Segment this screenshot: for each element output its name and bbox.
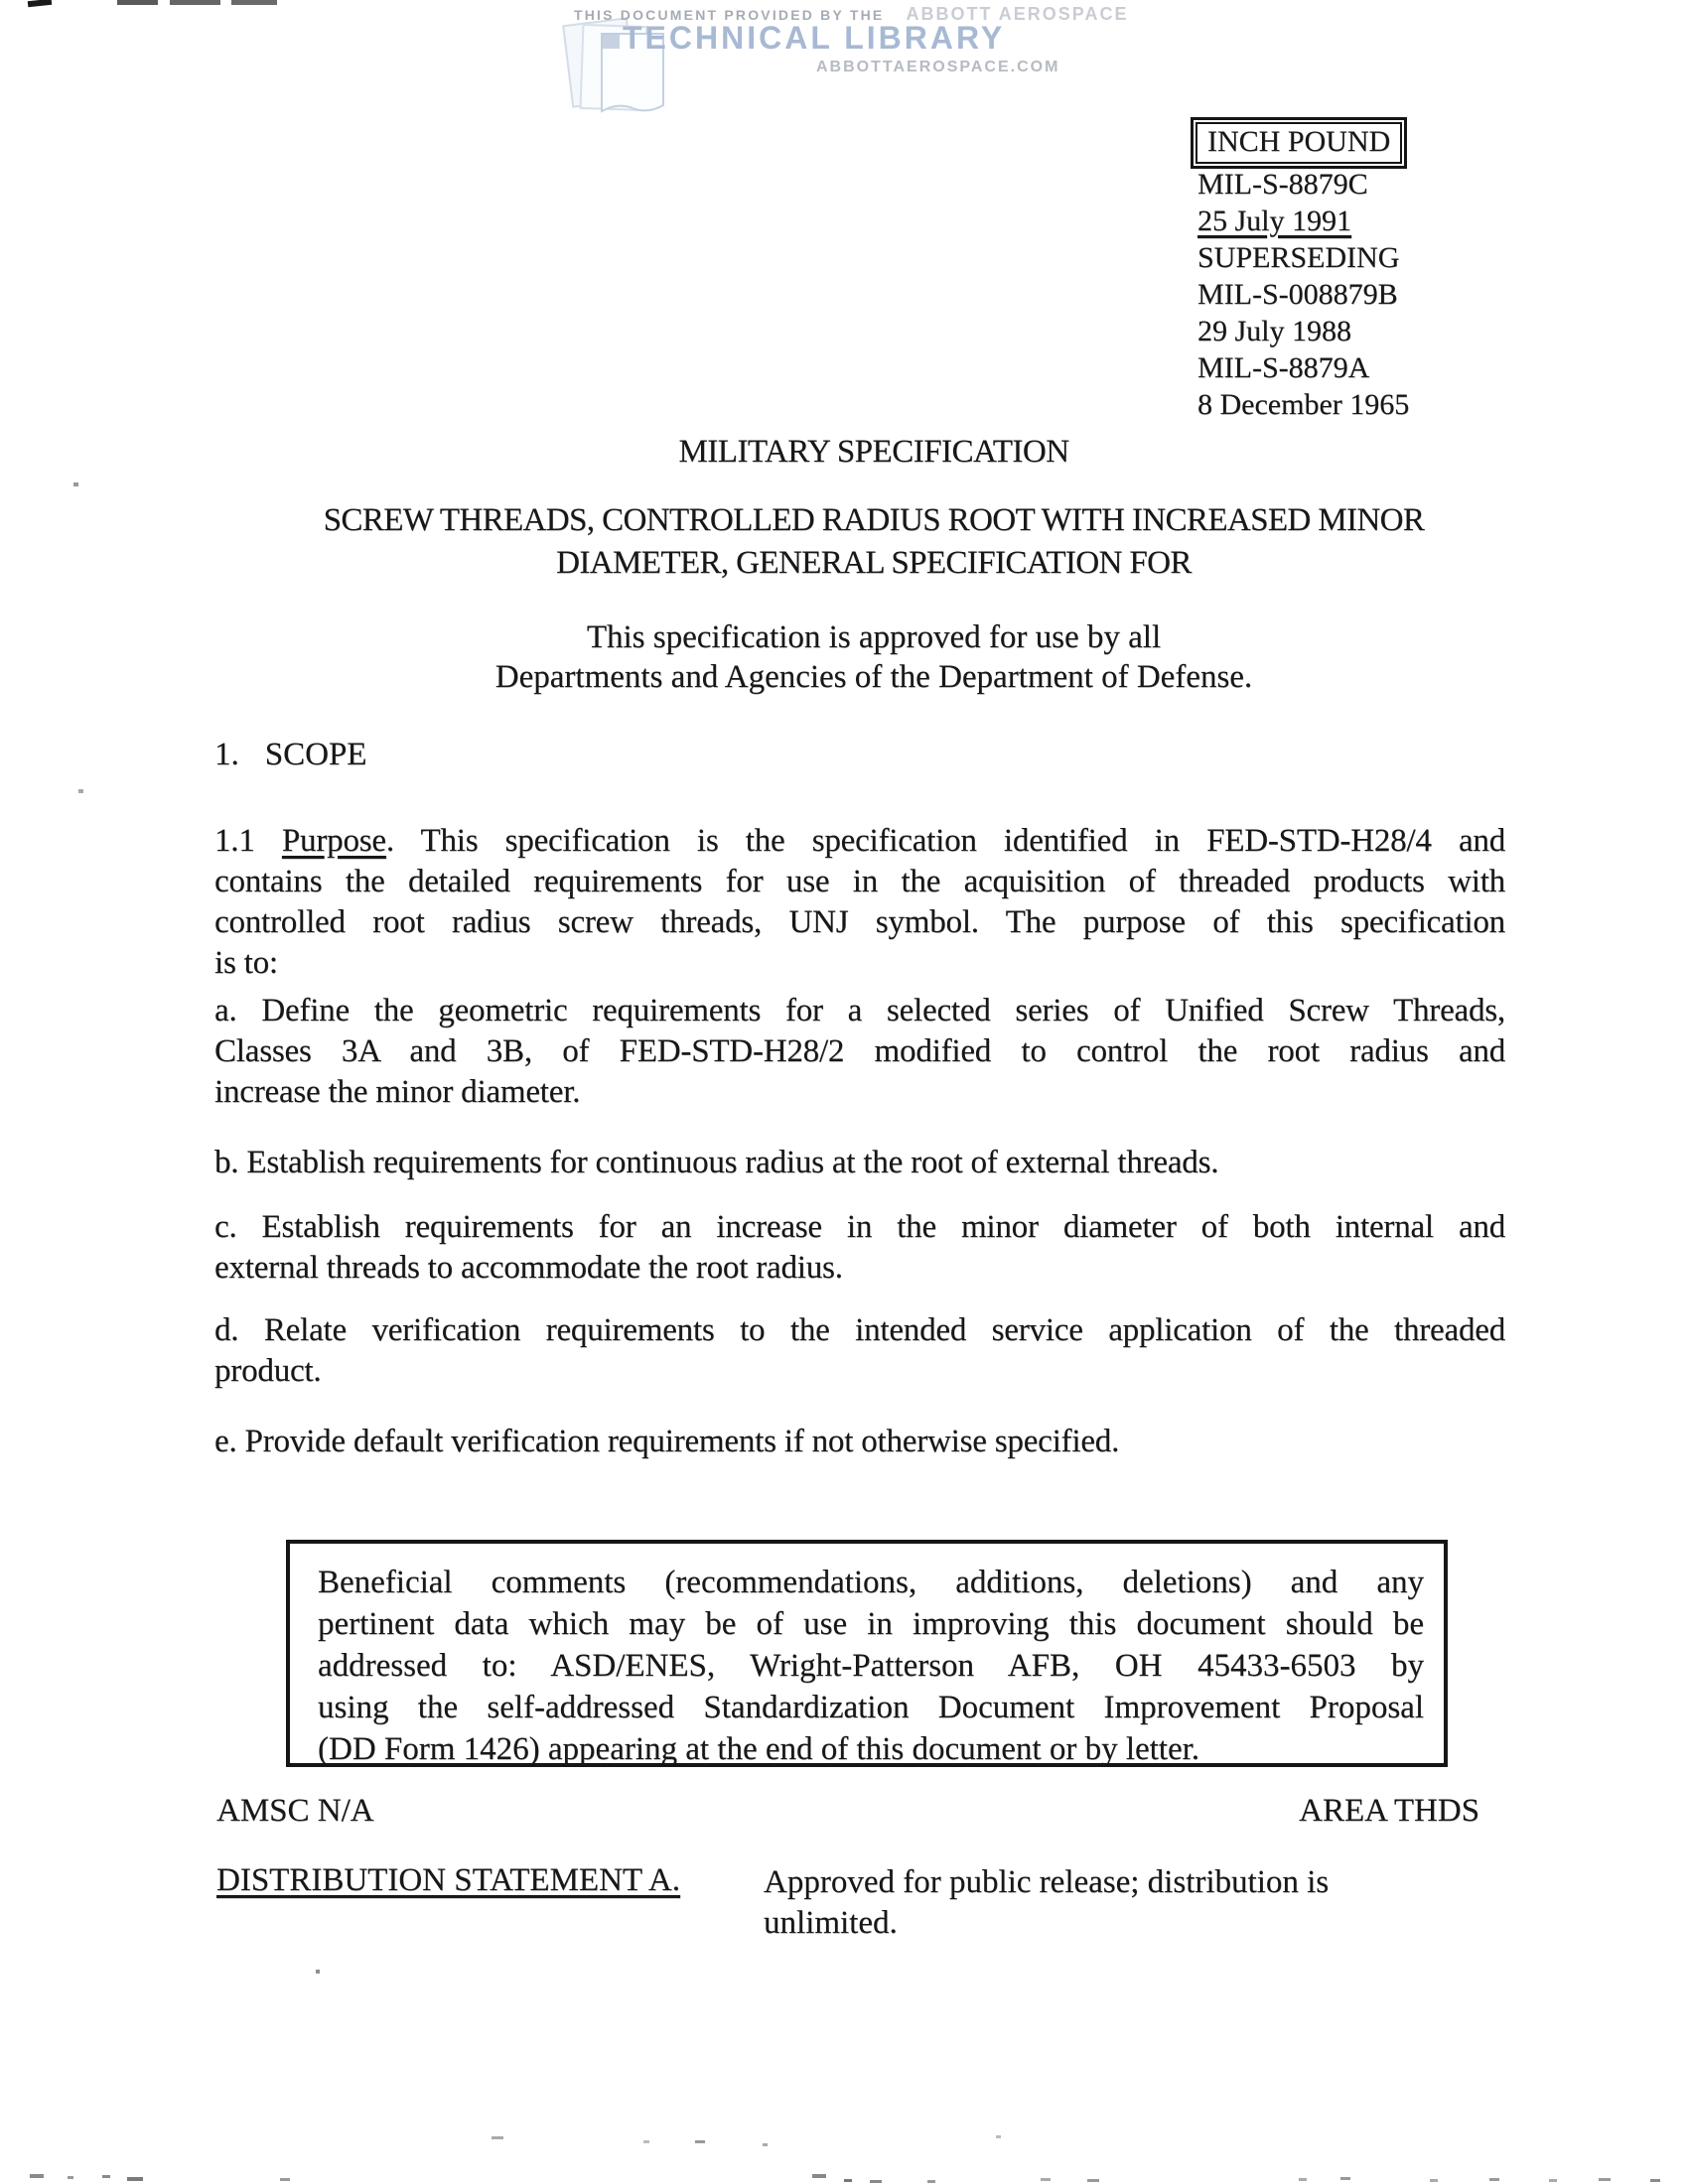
scope-item-b	[214, 1143, 1505, 1183]
text-line: controlled root radius screw threads, UNJ symbol. The purpose of this specification	[214, 904, 1505, 940]
scan-artifact	[1549, 2179, 1557, 2182]
text-line: Beneficial comments (recommendations, additions, deletions) and any	[318, 1565, 1424, 1600]
superseded-spec-1: MIL-S-008879B	[1197, 278, 1398, 311]
text-line: (DD Form 1426) appearing at the end of this document or by letter.	[318, 1731, 1200, 1767]
scan-artifact	[78, 789, 83, 793]
scope-number: 1.	[214, 737, 239, 772]
superseded-date-1: 29 July 1988	[1197, 315, 1352, 347]
scope-item-a	[214, 991, 1505, 1113]
superseding-label: SUPERSEDING	[1197, 241, 1400, 274]
scan-artifact	[695, 2140, 705, 2143]
text-line: using the self-addressed Standardization Document Improvement Proposal	[318, 1690, 1424, 1725]
text-line: e. Provide default verification requirements if not otherwise specified.	[214, 1424, 1120, 1459]
distribution-text-line-1: Approved for public release; distribution is	[764, 1864, 1330, 1900]
scan-artifact	[73, 482, 78, 486]
scope-heading	[214, 737, 366, 773]
scan-artifact	[170, 0, 220, 5]
purpose-first-line	[214, 821, 1505, 862]
scope-item-e	[214, 1422, 1505, 1462]
spec-date: 25 July 1991	[1197, 205, 1352, 237]
scan-artifact	[102, 2175, 110, 2178]
spec-title-line-1: SCREW THREADS, CONTROLLED RADIUS ROOT WITH INCREASED MINOR	[323, 502, 1425, 538]
scope-item-d	[214, 1310, 1505, 1392]
purpose-first-line-rest: . This specification is the specification identified in FED-STD-H28/4 and	[385, 823, 1505, 859]
text-line: b. Establish requirements for continuous radius at the root of external threads.	[214, 1145, 1219, 1180]
text-line: pertinent data which may be of use in improving this document should be	[318, 1606, 1424, 1642]
scan-artifact	[1599, 2178, 1611, 2181]
approval-statement-line-1: This specification is approved for use by all	[586, 619, 1162, 655]
watermark-site-url: ABBOTTAEROSPACE.COM	[816, 59, 1060, 75]
scan-artifact	[30, 2174, 44, 2178]
text-line: d. Relate verification requirements to the intended service application of the threaded	[214, 1312, 1505, 1348]
scan-artifact	[1430, 2179, 1438, 2182]
scan-artifact	[28, 0, 52, 7]
scan-artifact	[280, 2178, 290, 2181]
document-type-heading: MILITARY SPECIFICATION	[678, 434, 1069, 470]
scan-artifact	[1340, 2177, 1350, 2180]
inch-pound-label: INCH POUND	[1196, 122, 1402, 164]
watermark-library-title: TECHNICAL LIBRARY	[623, 20, 1006, 56]
scan-artifact	[870, 2180, 882, 2183]
scan-artifact	[1041, 2178, 1051, 2181]
watermark-prefix: THIS DOCUMENT PROVIDED BY THE	[574, 7, 885, 23]
scope-label: SCOPE	[264, 737, 367, 772]
text-line: c. Establish requirements for an increase in the minor diameter of both internal and	[214, 1209, 1505, 1245]
amsc-label: AMSC N/A	[216, 1793, 374, 1829]
text-line: addressed to: ASD/ENES, Wright-Patterson AFB, OH 45433-6503 by	[318, 1648, 1424, 1684]
text-line: Classes 3A and 3B, of FED-STD-H28/2 modified to control the root radius and	[214, 1033, 1505, 1069]
scan-artifact	[1489, 2178, 1499, 2181]
distribution-statement-text	[764, 1862, 1329, 1944]
text-line: contains the detailed requirements for use in the acquisition of threaded products with	[214, 864, 1505, 899]
text-line: a. Define the geometric requirements for a selected series of Unified Screw Threads,	[214, 993, 1505, 1028]
text-line: external threads to accommodate the root radius.	[214, 1250, 843, 1286]
purpose-number: 1.1	[214, 823, 255, 859]
superseded-date-2: 8 December 1965	[1197, 388, 1410, 421]
scan-artifact	[117, 0, 158, 5]
scan-artifact	[1650, 2179, 1660, 2182]
scan-artifact	[844, 2179, 852, 2182]
designation-block	[1197, 166, 1409, 423]
scan-artifact	[1299, 2178, 1307, 2181]
purpose-paragraph	[214, 821, 1505, 984]
distribution-statement-label: DISTRIBUTION STATEMENT A.	[216, 1862, 680, 1898]
scan-artifact	[231, 0, 277, 5]
scan-artifact	[316, 1970, 320, 1974]
scope-item-c	[214, 1207, 1505, 1289]
purpose-continuation-lines	[214, 862, 1505, 984]
spec-number: MIL-S-8879C	[1197, 168, 1368, 201]
scan-artifact	[996, 2135, 1001, 2138]
spec-title-line-2: DIAMETER, GENERAL SPECIFICATION FOR	[556, 545, 1192, 581]
scan-artifact	[492, 2136, 503, 2139]
text-line: increase the minor diameter.	[214, 1074, 581, 1110]
inch-pound-badge	[1191, 117, 1407, 169]
scan-artifact	[127, 2177, 143, 2181]
scan-artifact	[927, 2180, 935, 2183]
scan-artifact	[763, 2143, 768, 2146]
approval-statement-line-2: Departments and Agencies of the Department of Defense.	[494, 659, 1253, 695]
text-line: product.	[214, 1353, 322, 1389]
beneficial-comments-box	[286, 1540, 1448, 1767]
text-line: is to:	[214, 945, 278, 981]
area-label: AREA THDS	[1299, 1793, 1479, 1829]
distribution-text-line-2: unlimited.	[764, 1905, 898, 1941]
scan-artifact	[68, 2176, 73, 2179]
superseded-spec-2: MIL-S-8879A	[1197, 351, 1370, 384]
scan-artifact	[812, 2174, 826, 2178]
purpose-term: Purpose	[281, 823, 386, 859]
watermark-provider: ABBOTT AEROSPACE	[906, 4, 1129, 24]
scan-artifact	[1087, 2179, 1099, 2182]
scan-artifact	[643, 2140, 649, 2143]
